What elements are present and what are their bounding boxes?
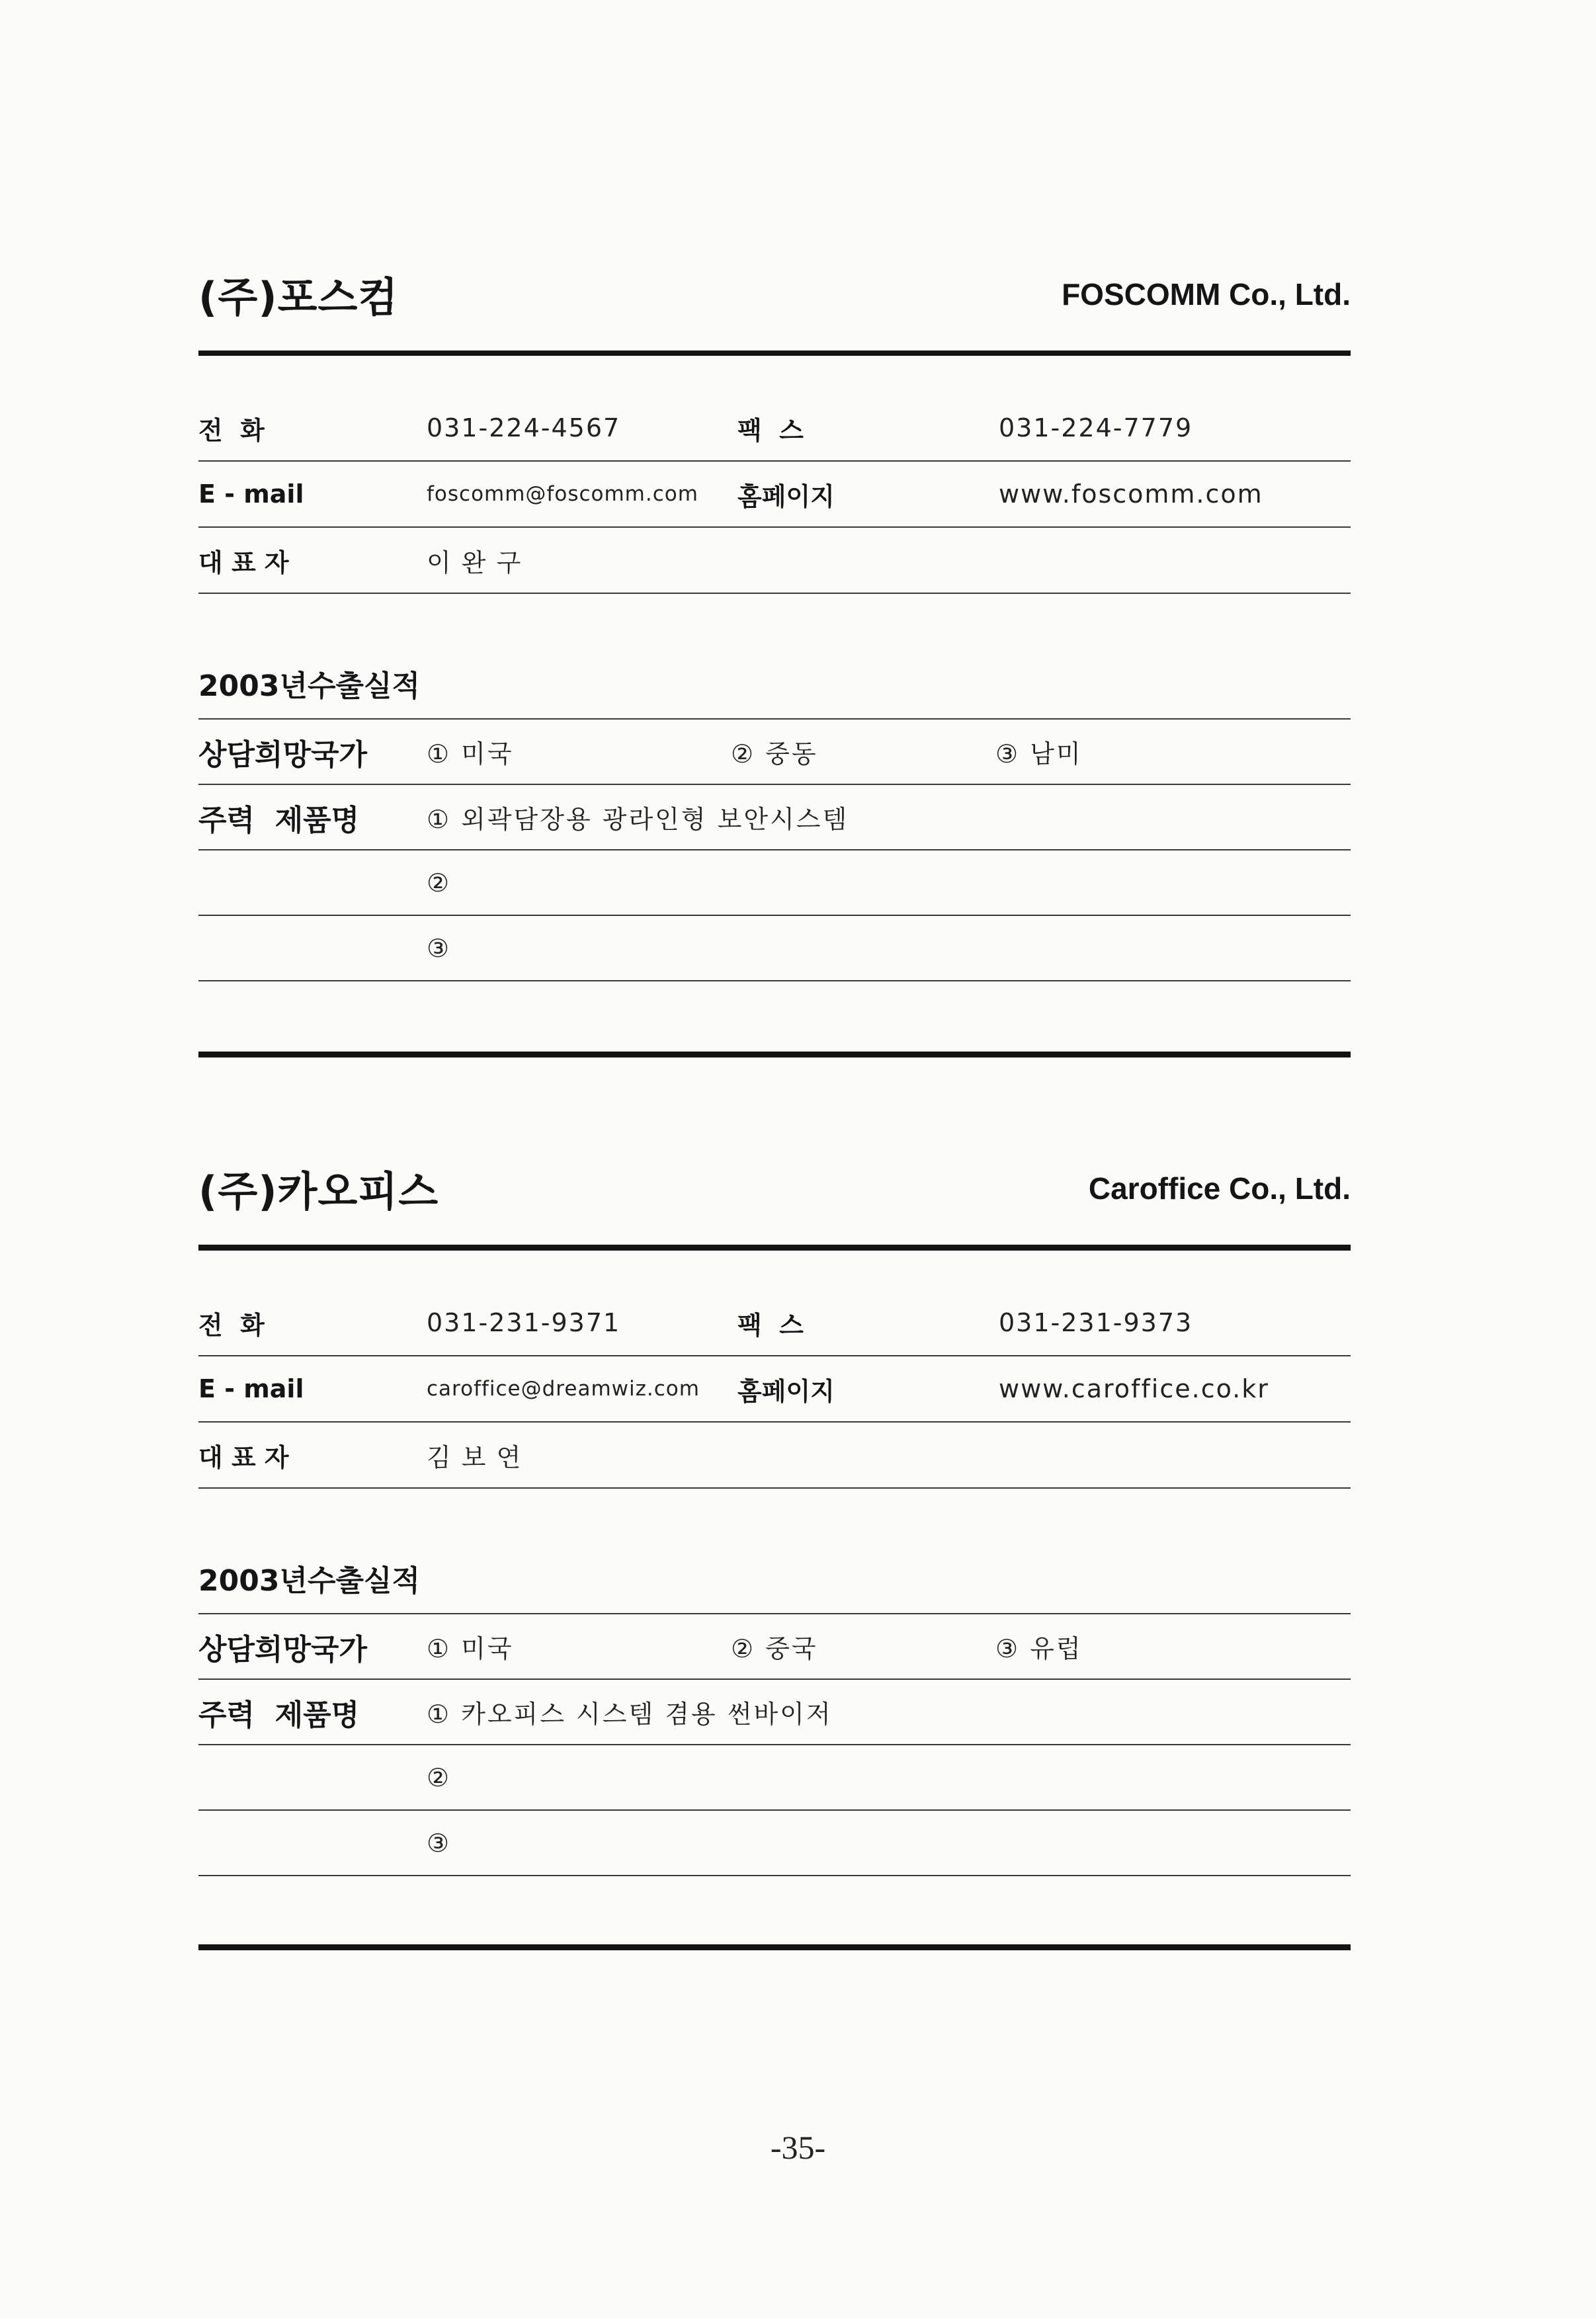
- company-name-english: Caroffice Co., Ltd.: [1088, 1171, 1351, 1206]
- phone-label: 전 화: [198, 1290, 427, 1356]
- contact-table: [198, 395, 1351, 594]
- email-label: E - mail: [198, 1356, 427, 1422]
- contact-row-ceo: [198, 527, 1351, 593]
- phone-label: 전 화: [198, 395, 427, 461]
- contact-row-email: [198, 461, 1351, 527]
- export-table: [198, 1613, 1351, 1876]
- contact-row-phone: [198, 395, 1351, 461]
- email-value: foscomm@foscomm.com: [427, 461, 737, 527]
- header-rule: [198, 1245, 1351, 1251]
- contact-row-email: [198, 1356, 1351, 1422]
- ceo-label: 대 표 자: [198, 527, 427, 593]
- contact-table: [198, 1290, 1351, 1489]
- country-2: ② 중동: [731, 719, 995, 784]
- country-3: ③ 유럽: [995, 1614, 1351, 1679]
- section-separator: [198, 1052, 1351, 1057]
- product-2: ②: [427, 1745, 1351, 1810]
- ceo-label: 대 표 자: [198, 1422, 427, 1488]
- country-2: ② 중국: [731, 1614, 995, 1679]
- product-1: ① 외곽담장용 광라인형 보안시스템: [427, 784, 1351, 850]
- company-card-caroffice: [198, 1159, 1351, 1876]
- countries-label: 상담희망국가: [198, 1614, 427, 1679]
- page-number: -35-: [770, 2129, 826, 2166]
- company-name-korean: (주)카오피스: [198, 1167, 439, 1216]
- fax-label: 팩 스: [737, 1290, 999, 1356]
- export-row-product-2: [198, 1745, 1351, 1810]
- fax-value: 031-224-7779: [999, 395, 1351, 461]
- homepage-label: 홈페이지: [737, 1356, 999, 1422]
- ceo-value: 김 보 연: [427, 1422, 737, 1488]
- country-1: ① 미국: [427, 1614, 731, 1679]
- company-name-english: FOSCOMM Co., Ltd.: [1062, 277, 1351, 311]
- product-1: ① 카오피스 시스템 겸용 썬바이저: [427, 1679, 1351, 1745]
- product-3: ③: [427, 915, 1351, 981]
- company-name-korean: (주)포스컴: [198, 273, 399, 321]
- export-row-product-1: [198, 784, 1351, 850]
- product-3: ③: [427, 1810, 1351, 1876]
- homepage-label: 홈페이지: [737, 461, 999, 527]
- export-row-product-3: [198, 1810, 1351, 1876]
- fax-label: 팩 스: [737, 395, 999, 461]
- email-label: E - mail: [198, 461, 427, 527]
- company-header: [198, 265, 1351, 351]
- company-header: [198, 1159, 1351, 1245]
- phone-value: 031-224-4567: [427, 395, 737, 461]
- contact-row-ceo: [198, 1422, 1351, 1488]
- homepage-value: www.foscomm.com: [999, 461, 1351, 527]
- export-row-countries: [198, 719, 1351, 784]
- export-section-title: 2003년수출실적: [198, 1564, 420, 1598]
- export-row-product-3: [198, 915, 1351, 981]
- countries-label: 상담희망국가: [198, 719, 427, 784]
- export-row-product-2: [198, 850, 1351, 915]
- export-row-countries: [198, 1614, 1351, 1679]
- email-value: caroffice@dreamwiz.com: [427, 1356, 737, 1422]
- products-label: 주력 제품명: [198, 784, 427, 850]
- export-section-title: 2003년수출실적: [198, 669, 420, 703]
- phone-value: 031-231-9371: [427, 1290, 737, 1356]
- ceo-value: 이 완 구: [427, 527, 737, 593]
- country-1: ① 미국: [427, 719, 731, 784]
- contact-row-phone: [198, 1290, 1351, 1356]
- header-rule: [198, 351, 1351, 356]
- section-separator: [198, 1944, 1351, 1950]
- homepage-value: www.caroffice.co.kr: [999, 1356, 1351, 1422]
- country-3: ③ 남미: [995, 719, 1351, 784]
- export-row-product-1: [198, 1679, 1351, 1745]
- company-card-foscomm: [198, 265, 1351, 981]
- export-table: [198, 718, 1351, 981]
- product-2: ②: [427, 850, 1351, 915]
- fax-value: 031-231-9373: [999, 1290, 1351, 1356]
- products-label: 주력 제품명: [198, 1679, 427, 1745]
